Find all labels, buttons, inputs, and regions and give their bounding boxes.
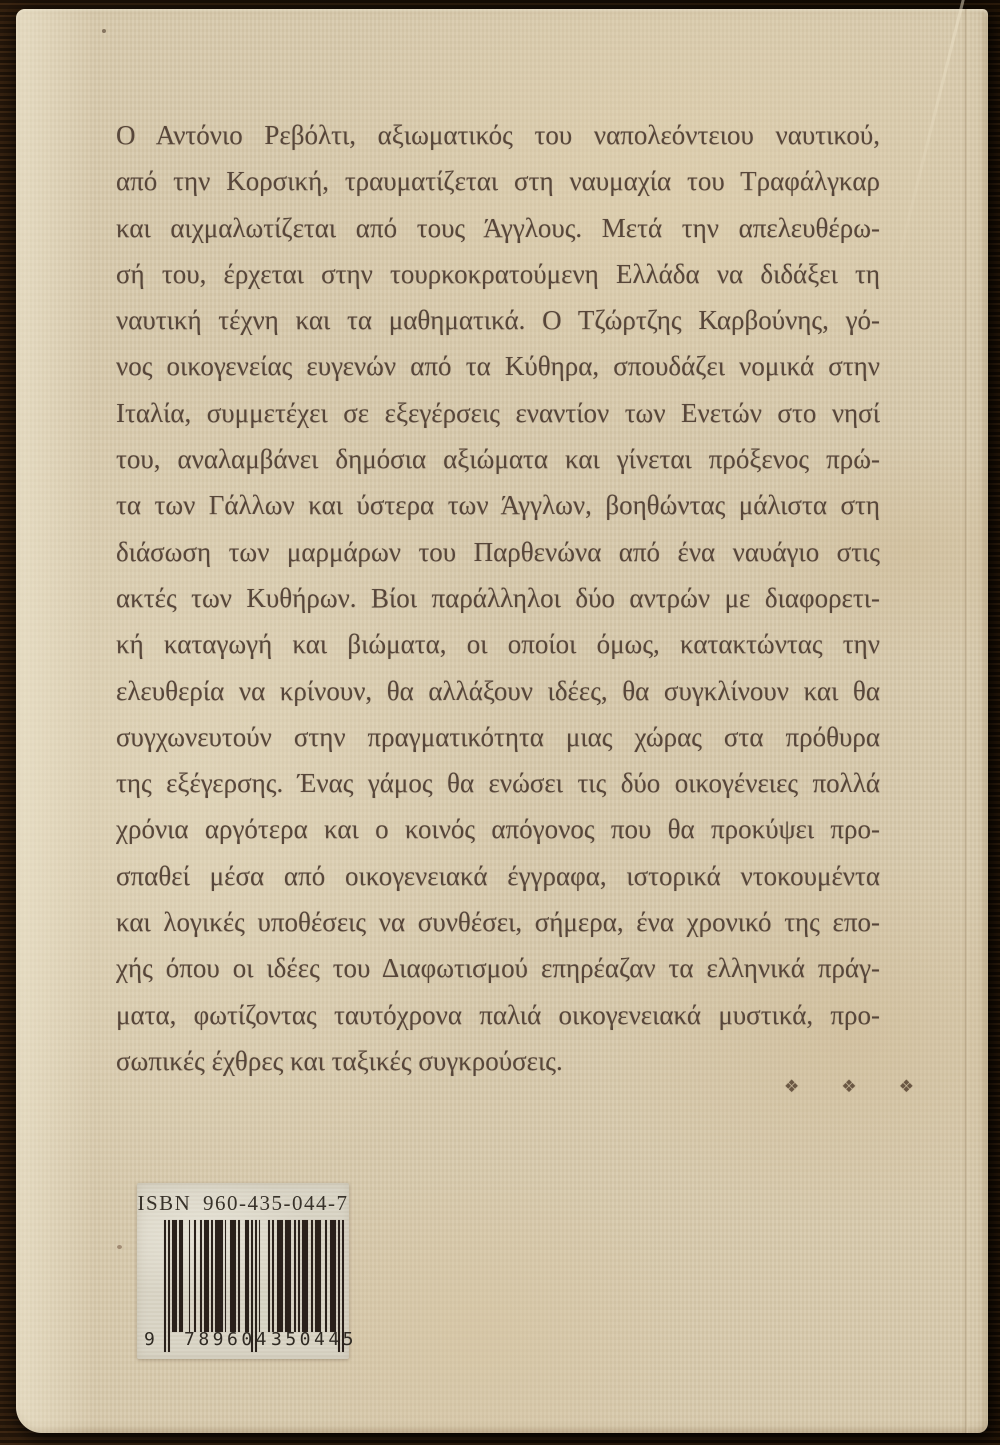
blurb-line: συγχωνευτούν στην πραγματικότητα μιας χώρας στα πρόθυρα <box>116 721 880 752</box>
book-back-cover <box>16 9 988 1433</box>
diamond-ornament-icon: ❖ <box>841 1077 857 1096</box>
blurb-line: ελευθερία να κρίνουν, θα αλλάξουν ιδέες, θα συγκλίνουν και θα <box>116 675 880 706</box>
blurb-line: Ιταλία, συμμετέχει σε εξεγέρσεις εναντίον των Ενετών στο νησί <box>116 397 880 428</box>
paper-speck <box>102 29 106 33</box>
ean-right-group: 350445 <box>271 1329 358 1350</box>
blurb-line: διάσωση των μαρμάρων του Παρθενώνα από ένα ναυάγιο στις <box>116 536 880 567</box>
blurb-line: ναυτική τέχνη και τα μαθηματικά. Ο Τζώρτζης Καρβούνης, γό- <box>116 305 880 336</box>
blurb-text <box>116 112 880 1084</box>
blurb-line: ματα, φωτίζοντας ταυτόχρονα παλιά οικογενειακά μυστικά, προ- <box>116 999 880 1030</box>
isbn-number: ISBN 960-435-044-7 <box>137 1191 349 1215</box>
blurb-line: σπαθεί μέσα από οικογενειακά έγγραφα, ιστορικά ντοκουμέντα <box>116 860 880 891</box>
blurb-line: και λογικές υποθέσεις να συνθέσει, σήμερα, ένα χρονικό της επο- <box>116 907 880 938</box>
blurb-line: χής όπου οι ιδέες του Διαφωτισμού επηρέαζαν τα ελληνικά πράγ- <box>116 953 880 984</box>
blurb-line: νος οικογενείας ευγενών από τα Κύθηρα, σπουδάζει νομικά στην <box>116 351 880 382</box>
diamond-ornament-icon: ❖ <box>898 1077 914 1096</box>
blurb-line: σή του, έρχεται στην τουρκοκρατούμενη Ελλάδα να διδάξει τη <box>116 258 880 289</box>
blurb-line: σωπικές έχθρες και ταξικές συγκρούσεις. <box>116 1045 563 1076</box>
diamond-ornament-icon: ❖ <box>784 1077 800 1096</box>
blurb-line: τα των Γάλλων και ύστερα των Άγγλων, βοηθώντας μάλιστα στη <box>116 490 880 521</box>
blurb-line: χρόνια αργότερα και ο κοινός απόγονος που θα προκύψει προ- <box>116 814 880 845</box>
blurb-line: της εξέγερσης. Ένας γάμος θα ενώσει τις δύο οικογένειες πολλά <box>116 768 880 799</box>
blurb-line: ακτές των Κυθήρων. Βίοι παράλληλοι δύο αντρών με διαφορετι- <box>116 582 880 613</box>
isbn-barcode-label <box>137 1183 358 1359</box>
corner-crease <box>891 0 966 285</box>
ean-first-digit: 9 <box>144 1329 155 1350</box>
spine-crease <box>964 9 968 1433</box>
blurb-line: Ο Αντόνιο Ρεβόλτι, αξιωματικός του ναπολεόντειου ναυτικού, <box>116 120 880 150</box>
ean-left-group: 789604 <box>184 1329 271 1350</box>
cover-edge-highlight <box>16 9 94 1433</box>
blurb-line: του, αναλαμβάνει δημόσια αξιώματα και γίνεται πρόξενος πρώ- <box>116 444 880 475</box>
blurb-line: και αιχμαλωτίζεται από τους Άγγλους. Μετά την απελευθέρω- <box>116 212 880 243</box>
ean-digits <box>137 1329 358 1353</box>
paper-speck <box>117 1245 122 1249</box>
blurb-line: από την Κορσική, τραυματίζεται στη ναυμαχία του Τραφάλγκαρ <box>116 166 880 197</box>
ornament-row <box>784 1077 914 1097</box>
blurb-line: κή καταγωγή και βιώματα, οι οποίοι όμως, κατακτώντας την <box>116 629 880 660</box>
